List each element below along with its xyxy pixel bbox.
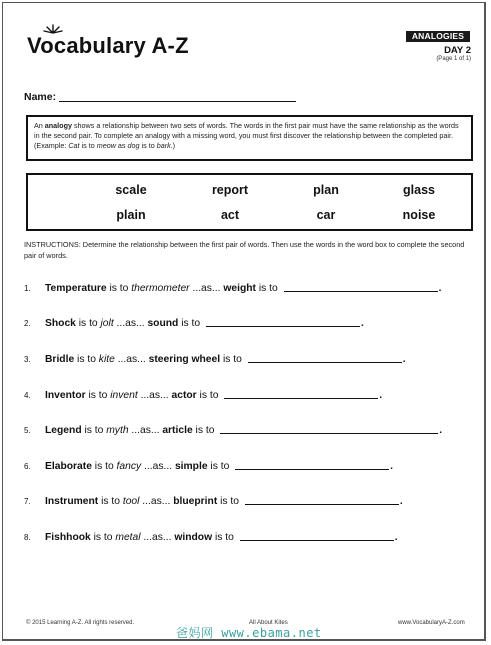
analogies-badge: ANALOGIES (406, 31, 470, 42)
question-5: 5. Legend is to myth ...as... article is to . (24, 425, 443, 436)
question-number: 2. (24, 319, 31, 328)
question-6: 6. Elaborate is to fancy ...as... simple is to . (24, 461, 394, 472)
word-box (26, 173, 473, 231)
question-number: 4. (24, 391, 31, 400)
question-number: 8. (24, 533, 31, 542)
footer-copyright: © 2015 Learning A-Z. All rights reserved. (26, 620, 135, 626)
name-label: Name: (24, 91, 57, 103)
logo-sunburst-icon (42, 24, 64, 34)
word-box-word: report (211, 183, 249, 197)
question-number: 5. (24, 426, 31, 435)
name-field[interactable] (59, 101, 296, 102)
word-box-word: act (220, 208, 240, 222)
footer-title: All About Kites (249, 620, 288, 626)
page-indicator: (Page 1 of 1) (436, 56, 471, 62)
definition-box: An analogy shows a relationship between two sets of words. The words in the first pair must have the same relationship as the words in the second pair. To complete an analogy with a missing word, you must first discover the relationship between the completed pair. (Example: Cat is to meow as dog is to bark.) (26, 115, 473, 161)
footer-website-link[interactable]: www.VocabularyA-Z.com (398, 620, 465, 626)
answer-blank-1[interactable] (284, 290, 438, 292)
word-box-word: glass (403, 183, 435, 197)
answer-blank-8[interactable] (240, 539, 394, 541)
watermark: 爸妈网 www.ebama.net (176, 626, 322, 640)
answer-blank-5[interactable] (220, 432, 438, 434)
day-label: DAY 2 (444, 45, 471, 56)
vocabulary-az-logo (27, 33, 189, 59)
question-3: 3. Bridle is to kite ...as... steering wheel is to . (24, 354, 406, 365)
instructions-label: INSTRUCTIONS: (24, 240, 81, 249)
question-1: 1. Temperature is to thermometer ...as... weight is to . (24, 283, 442, 294)
question-number: 3. (24, 355, 31, 364)
question-4: 4. Inventor is to invent ...as... actor is to . (24, 390, 383, 401)
question-number: 6. (24, 462, 31, 471)
answer-blank-3[interactable] (248, 361, 402, 363)
question-number: 7. (24, 497, 31, 506)
word-box-word: plain (116, 208, 146, 222)
instructions (24, 239, 472, 261)
logo-text: Vocabulary A-Z (27, 33, 189, 58)
question-8: 8. Fishhook is to metal ...as... window is to . (24, 532, 398, 543)
answer-blank-7[interactable] (245, 503, 399, 505)
question-7: 7. Instrument is to tool ...as... blueprint is to . (24, 496, 403, 507)
word-box-word: plan (313, 183, 339, 197)
question-2: 2. Shock is to jolt ...as... sound is to . (24, 318, 364, 329)
answer-blank-2[interactable] (206, 325, 360, 327)
word-box-word: noise (402, 208, 436, 222)
analogy-term: analogy (44, 121, 72, 130)
answer-blank-4[interactable] (224, 397, 378, 399)
instructions-text: Determine the relationship between the first pair of words. Then use the words in the word box to complete the second pair of words. (24, 240, 465, 260)
word-box-word: car (316, 208, 336, 222)
word-box-word: scale (115, 183, 147, 197)
question-number: 1. (24, 284, 31, 293)
answer-blank-6[interactable] (235, 468, 389, 470)
